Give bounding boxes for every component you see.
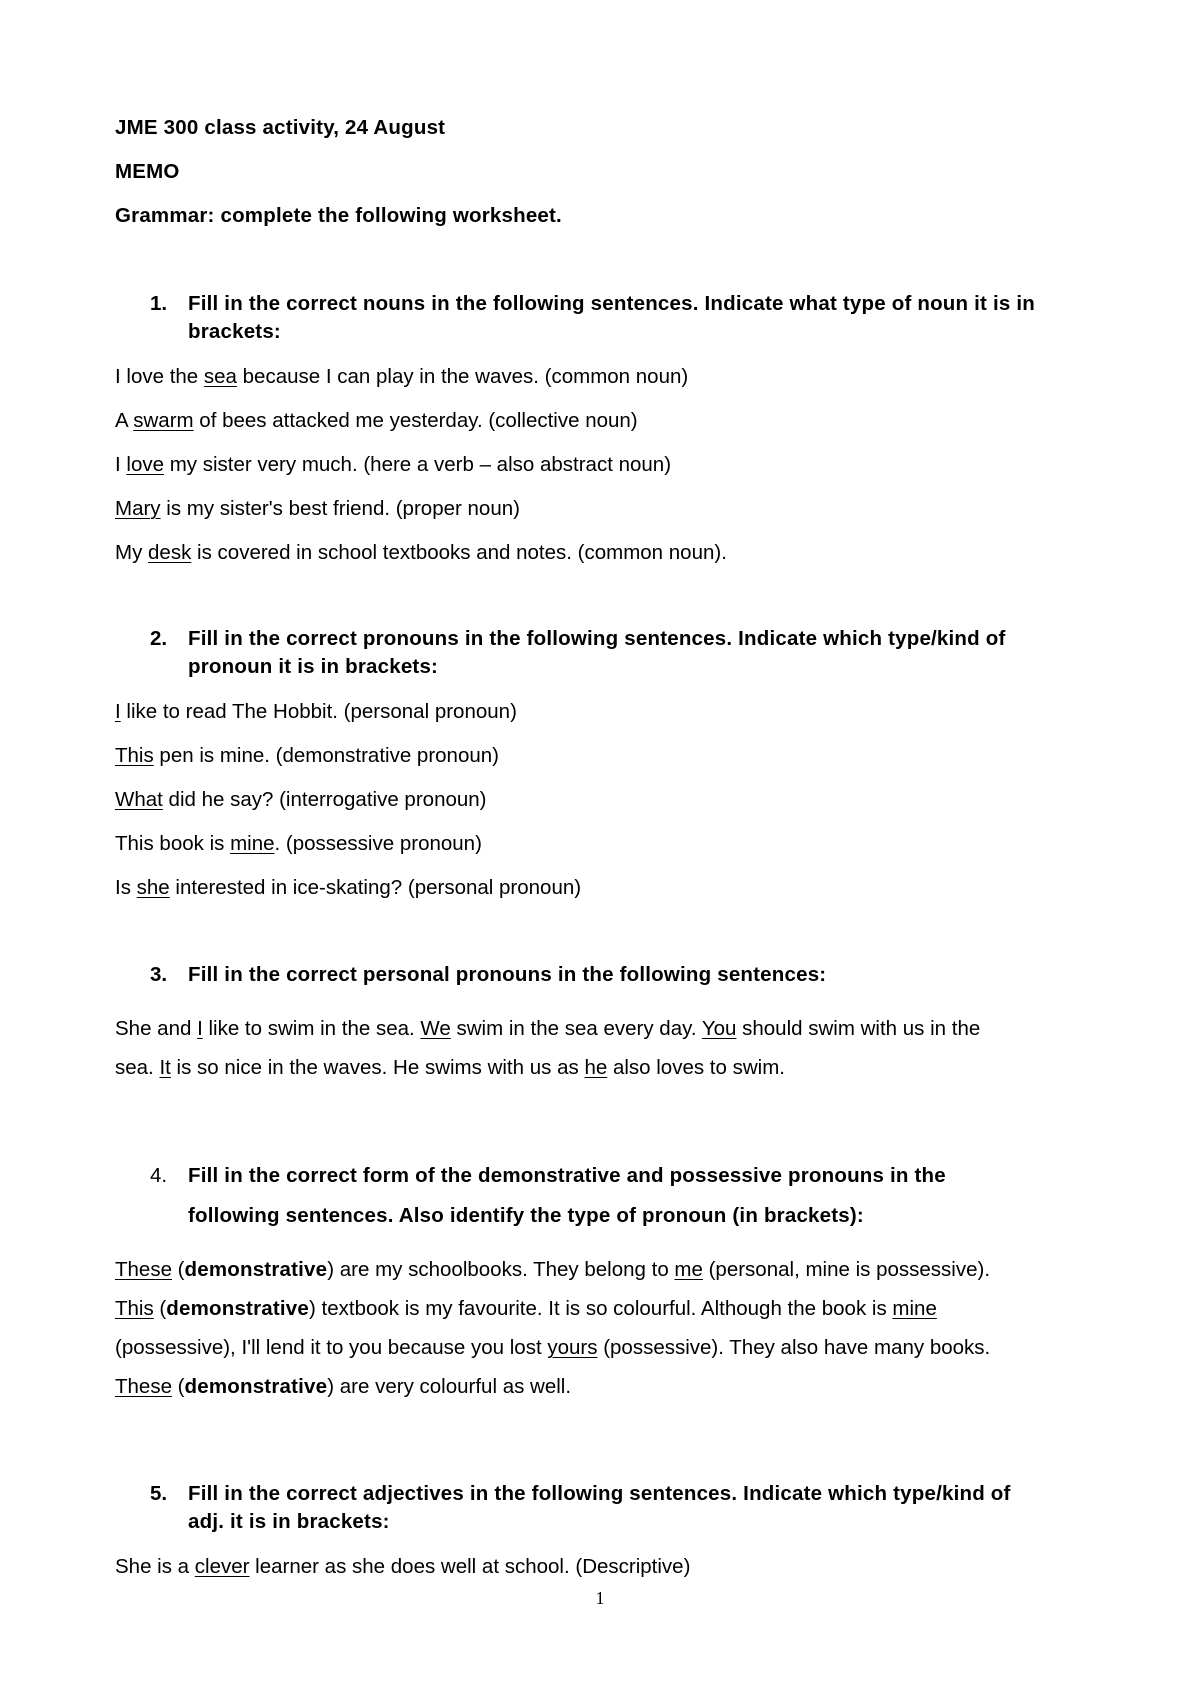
q5-heading-line1: Fill in the correct adjectives in the following sentences. Indicate which type/kind of [188, 1482, 1011, 1505]
q2-sentence-3: What did he say? (interrogative pronoun) [115, 788, 487, 811]
answer: I [197, 1017, 203, 1040]
q2-sentence-2: This pen is mine. (demonstrative pronoun) [115, 744, 499, 767]
q1-number: 1. [150, 292, 168, 315]
q2-sentence-4: This book is mine. (possessive pronoun) [115, 832, 482, 855]
answer: Mary [115, 497, 161, 520]
q4-paragraph-line1: These (demonstrative) are my schoolbooks. They belong to me (personal, mine is possessive). [115, 1258, 991, 1281]
q4-paragraph-line3: (possessive), I'll lend it to you because you lost yours (possessive). They also have many books. [115, 1336, 991, 1359]
q4-heading-line1: Fill in the correct form of the demonstrative and possessive pronouns in the [188, 1164, 946, 1187]
answer: This [115, 1297, 154, 1320]
q1-sentence-5: My desk is covered in school textbooks and notes. (common noun). [115, 541, 727, 564]
q5-number: 5. [150, 1482, 168, 1505]
q1-sentence-2: A swarm of bees attacked me yesterday. (collective noun) [115, 409, 638, 432]
q2-sentence-1: I like to read The Hobbit. (personal pronoun) [115, 700, 517, 723]
answer: We [420, 1017, 451, 1040]
q3-heading: Fill in the correct personal pronouns in the following sentences: [188, 963, 827, 986]
answer: clever [194, 1555, 250, 1578]
q1-heading-line2: brackets: [188, 320, 281, 343]
answer: swarm [133, 409, 194, 432]
answer: love [126, 453, 165, 476]
q2-heading-line1: Fill in the correct pronouns in the following sentences. Indicate which type/kind of [188, 627, 1006, 650]
q2-number: 2. [150, 627, 168, 650]
q4-paragraph-line4: These (demonstrative) are very colourful as well. [115, 1375, 572, 1398]
answer: he [584, 1056, 608, 1079]
q3-number: 3. [150, 963, 168, 986]
instruction: Grammar: complete the following worksheet. [115, 204, 562, 227]
memo-label: MEMO [115, 160, 180, 183]
page-number: 1 [595, 1588, 605, 1608]
answer: These [115, 1375, 172, 1398]
answer: she [136, 876, 170, 899]
q4-paragraph-line2: This (demonstrative) textbook is my favourite. It is so colourful. Although the book is mine [115, 1297, 937, 1320]
q2-heading-line2: pronoun it is in brackets: [188, 655, 439, 678]
q3-paragraph-line1: She and I like to swim in the sea. We swim in the sea every day. You should swim with us in the [115, 1017, 981, 1040]
answer: This [115, 744, 154, 767]
q1-sentence-4: Mary is my sister's best friend. (proper noun) [115, 497, 520, 520]
q5-sentence-1: She is a clever learner as she does well at school. (Descriptive) [115, 1555, 691, 1578]
answer: It [159, 1056, 171, 1079]
q4-number: 4. [150, 1164, 168, 1187]
q1-heading-line1: Fill in the correct nouns in the following sentences. Indicate what type of noun it is in [188, 292, 1035, 315]
q2-sentence-5: Is she interested in ice-skating? (personal pronoun) [115, 876, 582, 899]
q5-heading-line2: adj. it is in brackets: [188, 1510, 390, 1533]
q4-heading-line2: following sentences. Also identify the type of pronoun (in brackets): [188, 1204, 864, 1227]
answer: I [115, 700, 121, 723]
answer: me [674, 1258, 703, 1281]
answer: These [115, 1258, 172, 1281]
q1-sentence-1: I love the sea because I can play in the waves. (common noun) [115, 365, 689, 388]
q3-paragraph-line2: sea. It is so nice in the waves. He swims with us as he also loves to swim. [115, 1056, 785, 1079]
q1-sentence-3: I love my sister very much. (here a verb – also abstract noun) [115, 453, 672, 476]
answer: yours [547, 1336, 598, 1359]
answer: You [701, 1017, 737, 1040]
answer: mine [230, 832, 275, 855]
answer: sea [203, 365, 237, 388]
answer: desk [148, 541, 192, 564]
answer: mine [892, 1297, 937, 1320]
document-title: JME 300 class activity, 24 August [115, 116, 446, 139]
answer: What [115, 788, 163, 811]
